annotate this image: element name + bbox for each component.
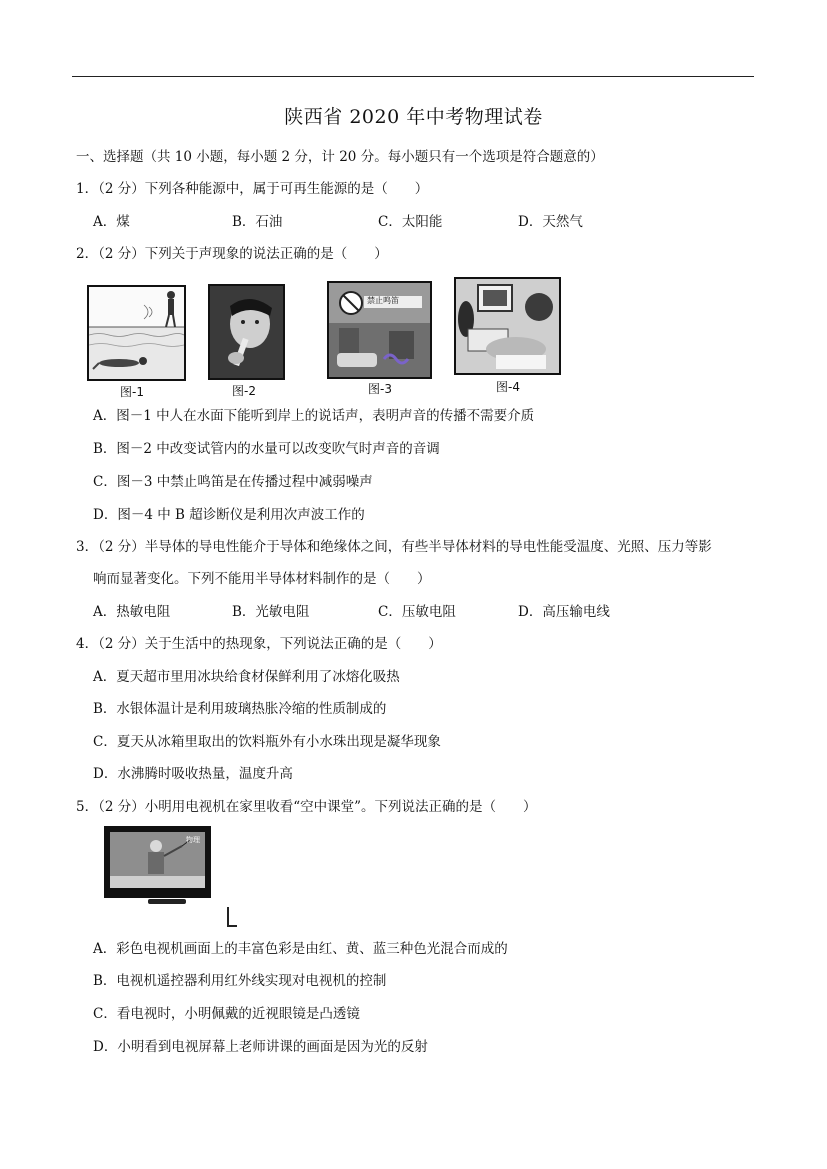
figure-2-caption: 图-2: [232, 384, 256, 398]
q1-option-c[interactable]: C．太阳能: [378, 214, 443, 230]
figure-4-ultrasound-image: [454, 277, 561, 375]
q3-option-a[interactable]: A．热敏电阻: [93, 604, 171, 620]
q5-option-b[interactable]: B．电视机遥控器利用红外线实现对电视机的控制: [93, 973, 387, 989]
question-2-stem: 2．（2 分）下列关于声现象的说法正确的是（ ）: [76, 246, 388, 262]
tv-screen-image: [110, 832, 205, 888]
remote-control-icon: [227, 907, 237, 927]
q2-option-c[interactable]: C．图－3 中禁止鸣笛是在传播过程中减弱噪声: [93, 474, 373, 490]
tv-stand: [148, 899, 186, 904]
q4-option-b[interactable]: B．水银体温计是利用玻璃热胀冷缩的性质制成的: [93, 701, 387, 717]
question-3-stem-line2: 响而显著变化。下列不能用半导体材料制作的是（ ）: [93, 571, 431, 587]
figure-3-sign-image: [327, 281, 432, 379]
figure-3-sign-text: 禁止鸣笛: [367, 296, 399, 305]
figure-1-caption: 图-1: [120, 385, 144, 399]
question-1-stem: 1．（2 分）下列各种能源中，属于可再生能源的是（ ）: [76, 181, 429, 197]
q2-option-b[interactable]: B．图－2 中改变试管内的水量可以改变吹气时声音的音调: [93, 441, 440, 457]
question-4-stem: 4．（2 分）关于生活中的热现象，下列说法正确的是（ ）: [76, 636, 442, 652]
q3-option-c[interactable]: C．压敏电阻: [378, 604, 456, 620]
q5-option-c[interactable]: C．看电视时，小明佩戴的近视眼镜是凸透镜: [93, 1006, 360, 1022]
q4-option-d[interactable]: D．水沸腾时吸收热量，温度升高: [93, 766, 293, 782]
q2-option-a[interactable]: A．图－1 中人在水面下能听到岸上的说话声，表明声音的传播不需要介质: [93, 408, 535, 424]
q3-option-d[interactable]: D．高压输电线: [518, 604, 610, 620]
q5-option-d[interactable]: D．小明看到电视屏幕上老师讲课的画面是因为光的反射: [93, 1039, 428, 1055]
figure-1-swimmer-image: [87, 285, 186, 381]
q4-option-a[interactable]: A．夏天超市里用冰块给食材保鲜利用了冰熔化吸热: [93, 669, 400, 685]
q3-option-b[interactable]: B．光敏电阻: [232, 604, 310, 620]
question-3-stem-line1: 3．（2 分）半导体的导电性能介于导体和绝缘体之间，有些半导体材料的导电性能受温度、光照、压力等影: [76, 539, 712, 555]
q5-option-a[interactable]: A．彩色电视机画面上的丰富色彩是由红、黄、蓝三种色光混合而成的: [93, 941, 508, 957]
q1-option-b[interactable]: B．石油: [232, 214, 283, 230]
q1-option-a[interactable]: A．煤: [93, 214, 130, 230]
figure-3-caption: 图-3: [368, 382, 392, 396]
tv-screen-label: 物理: [186, 836, 200, 844]
exam-title: 陕西省 2020 年中考物理试卷: [284, 106, 543, 128]
question-3-options: [0, 603, 827, 621]
question-1-options: [0, 213, 827, 231]
section-heading: 一、选择题（共 10 小题，每小题 2 分，计 20 分。每小题只有一个选项是符合题意的）: [76, 149, 604, 165]
header-rule: [72, 76, 754, 77]
q1-option-d[interactable]: D．天然气: [518, 214, 583, 230]
q4-option-c[interactable]: C．夏天从冰箱里取出的饮料瓶外有小水珠出现是凝华现象: [93, 734, 441, 750]
figure-4-caption: 图-4: [496, 380, 520, 394]
question-5-stem: 5．（2 分）小明用电视机在家里收看“空中课堂”。下列说法正确的是（ ）: [76, 799, 537, 815]
figure-2-child-image: [208, 284, 285, 380]
q2-option-d[interactable]: D．图－4 中 B 超诊断仪是利用次声波工作的: [93, 507, 365, 523]
